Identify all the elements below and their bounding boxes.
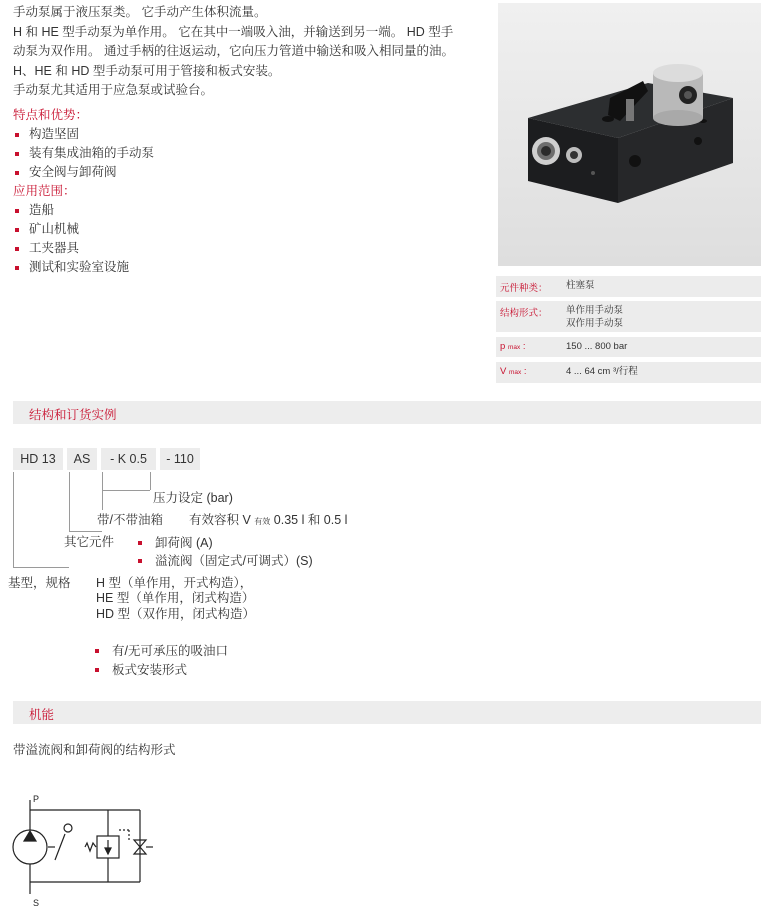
ordering-section-header bbox=[13, 401, 761, 424]
spec-row-pmax bbox=[496, 337, 761, 357]
section-title: 结构和订货实例 bbox=[29, 408, 117, 422]
product-image bbox=[498, 3, 761, 266]
code-cell-base: HD 13 bbox=[13, 448, 63, 470]
code-cell-options: AS bbox=[67, 448, 97, 470]
list-item: 造船 bbox=[13, 201, 129, 220]
spec-value: 柱塞泵 bbox=[566, 280, 595, 291]
hydraulic-symbol bbox=[5, 790, 165, 910]
tank-label: 带/不带油箱 bbox=[97, 513, 163, 527]
list-item: 构造坚固 bbox=[13, 125, 154, 144]
code-cell-tank: - K 0.5 bbox=[101, 448, 156, 470]
svg-text:S: S bbox=[33, 898, 40, 908]
list-item: 矿山机械 bbox=[13, 220, 129, 239]
intro-text bbox=[13, 3, 454, 101]
port-item: 有/无可承压的吸油口 bbox=[95, 643, 228, 659]
function-subtitle: 带溢流阀和卸荷阀的结构形式 bbox=[13, 743, 176, 757]
svg-text:P: P bbox=[33, 794, 40, 804]
connector-line bbox=[102, 490, 150, 491]
applications-heading: 应用范围： bbox=[13, 184, 76, 198]
spec-value: 4 ... 64 cm ³/行程 bbox=[566, 366, 638, 377]
other-item: 卸荷阀 (A) bbox=[138, 535, 213, 551]
spec-value: 150 ... 800 bar bbox=[566, 341, 628, 352]
connector-line bbox=[102, 472, 103, 510]
spec-value: 单作用手动泵 双作用手动泵 bbox=[566, 305, 624, 329]
applications-section bbox=[13, 182, 129, 277]
connector-line bbox=[69, 472, 70, 531]
connector-line bbox=[69, 531, 102, 532]
intro-line: H、HE 和 HD 型手动泵可用于管接和板式安装。 bbox=[13, 63, 281, 78]
section-title: 机能 bbox=[29, 708, 55, 722]
spec-key: 元件种类： bbox=[500, 283, 548, 294]
spec-row-type bbox=[496, 276, 761, 297]
function-section-header bbox=[13, 701, 761, 724]
tank-description: 有效容积 V 有效 0.35 l 和 0.5 l bbox=[189, 513, 348, 527]
base-type-item: HE 型（单作用，闭式构造） bbox=[96, 591, 255, 605]
spec-row-design bbox=[496, 301, 761, 332]
connector-line bbox=[13, 567, 69, 568]
other-item: 溢流阀（固定式/可调式）(S) bbox=[138, 553, 313, 569]
base-type-label: 基型，规格 bbox=[8, 576, 71, 590]
list-item: 工夹器具 bbox=[13, 239, 129, 258]
spec-key: p max : bbox=[500, 341, 526, 352]
pressure-label: 压力设定 (bar) bbox=[153, 491, 233, 505]
list-item: 安全阀与卸荷阀 bbox=[13, 163, 154, 182]
spec-key: 结构形式： bbox=[500, 308, 548, 319]
code-cell-pressure: - 110 bbox=[160, 448, 200, 470]
connector-line bbox=[13, 472, 14, 568]
intro-line: 手动泵属于液压泵类。 它手动产生体积流量。 bbox=[13, 5, 267, 19]
base-type-item: H 型（单作用，开式构造）， bbox=[96, 576, 253, 590]
features-heading: 特点和优势： bbox=[13, 108, 89, 122]
connector-line bbox=[150, 472, 151, 490]
spec-row-vmax bbox=[496, 362, 761, 383]
list-item: 装有集成油箱的手动泵 bbox=[13, 144, 154, 163]
spec-key: V max : bbox=[500, 366, 527, 377]
base-type-item: HD 型（双作用，闭式构造） bbox=[96, 607, 256, 621]
other-components-label: 其它元件 bbox=[64, 535, 115, 549]
list-item: 测试和实验室设施 bbox=[13, 258, 129, 277]
intro-line: 手动泵尤其适用于应急泵或试验台。 bbox=[13, 83, 214, 97]
port-item: 板式安装形式 bbox=[95, 662, 187, 678]
intro-line: H 和 HE 型手动泵为单作用。 它在其中一端吸入油，并输送到另一端。 HD 型手 bbox=[13, 24, 454, 39]
features-section bbox=[13, 106, 154, 182]
intro-line: 动泵为双作用。 通过手柄的往返运动，它向压力管道中输送和吸入相同量的油。 bbox=[13, 44, 454, 58]
